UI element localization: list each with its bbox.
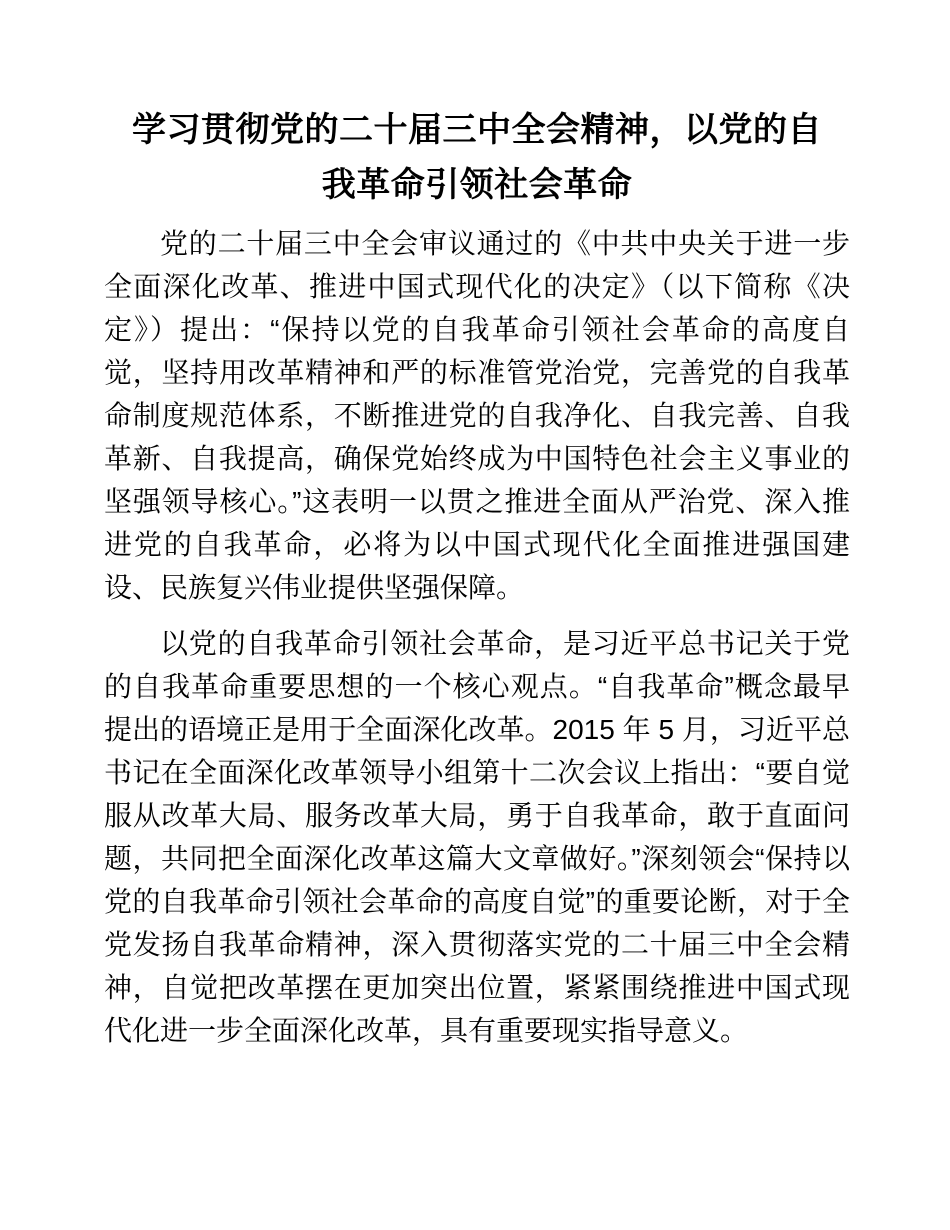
paragraph-2: 以党的自我革命引领社会革命，是习近平总书记关于党的自我革命重要思想的一个核心观点。“自我革命”概念最早提出的语境正是用于全面深化改革。2015 年 5 月，习近平总书记在全面深化改革领导小组第十二次会议上指出：“要自觉服从改革大局、服务改革大局，勇于自我革命，敢于直面问题，共同把全面深化改革这篇大文章做好。”深刻领会“保持以党的自我革命引领社会革命的高度自觉”的重要论断，对于全党发扬自我革命精神，深入贯彻落实党的二十届三中全会精神，自觉把改革摆在更加突出位置，紧紧围绕推进中国式现代化进一步全面深化改革，具有重要现实指导意义。 xyxy=(104,628,850,1046)
document-title: 学习贯彻党的二十届三中全会精神，以党的自我革命引领社会革命 xyxy=(132,111,822,204)
paragraph-1: 党的二十届三中全会审议通过的《中共中央关于进一步全面深化改革、推进中国式现代化的决定》（以下简称《决定》）提出：“保持以党的自我革命引领社会革命的高度自觉，坚持用改革精神和严的标准管党治党，完善党的自我革命制度规范体系，不断推进党的自我净化、自我完善、自我革新、自我提高，确保党始终成为中国特色社会主义事业的坚强领导核心。”这表明一以贯之推进全面从严治党、深入推进党的自我革命，必将为以中国式现代化全面推进强国建设、民族复兴伟业提供坚强保障。 xyxy=(104,228,850,603)
